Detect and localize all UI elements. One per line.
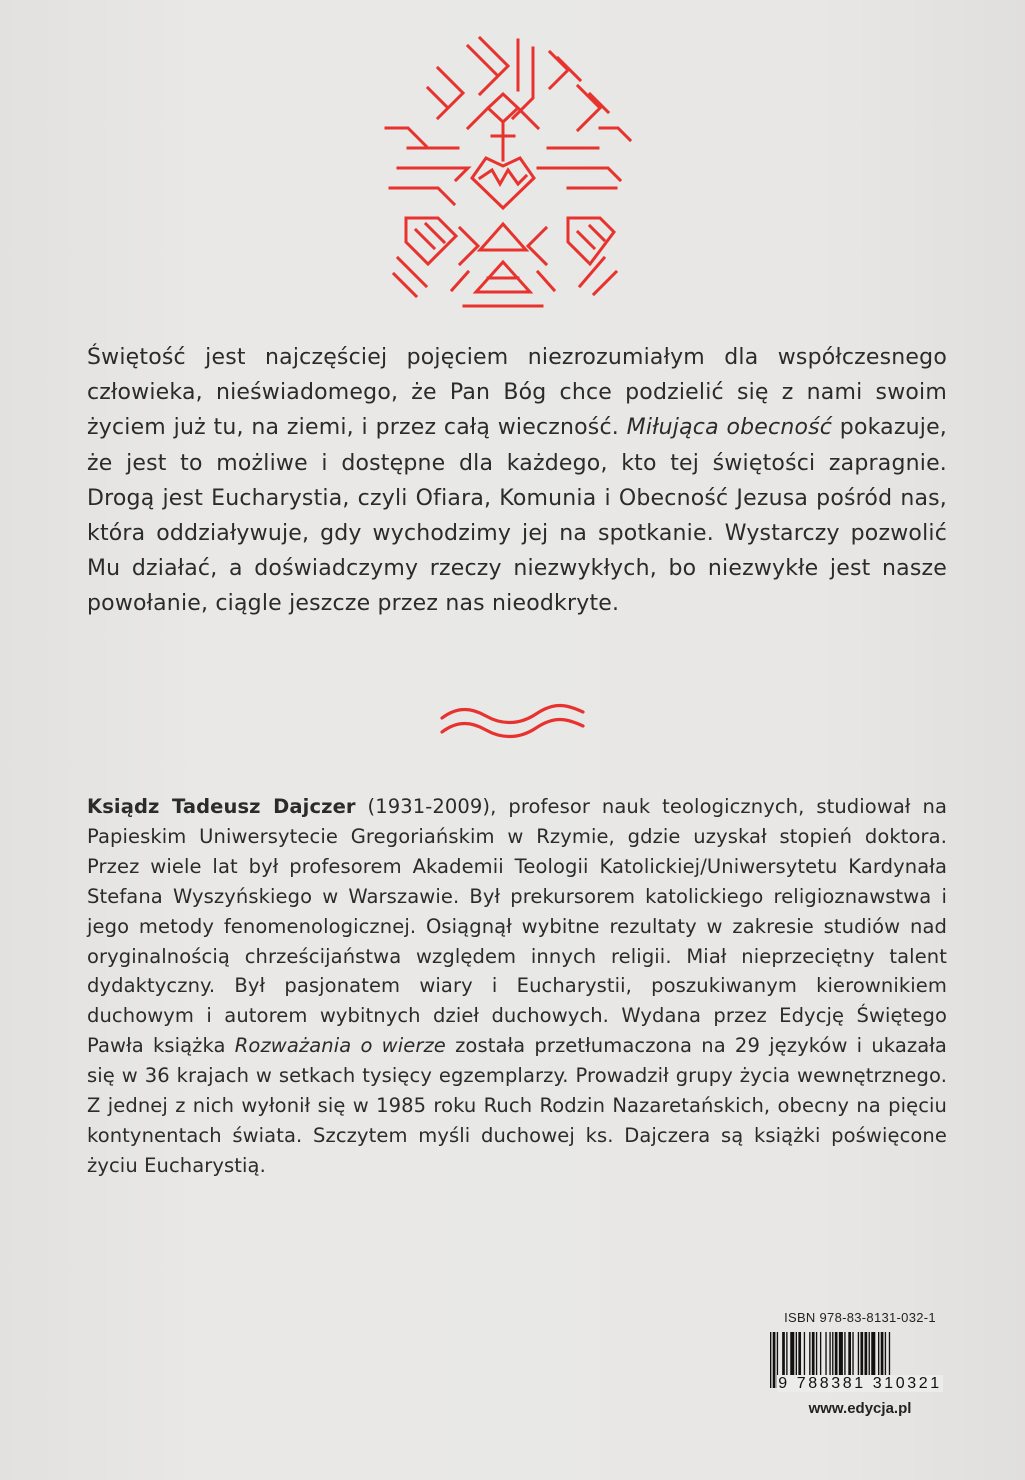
- author-book-title: Rozważania o wierze: [234, 1034, 446, 1058]
- author-bio: [87, 792, 947, 1181]
- blurb-text-1: Świętość jest najczęściej pojęciem niezrozumiałym dla współczesnego człowieka, nieświadomego, że Pan Bóg chce podzielić się z nami swoim życiem już tu, na ziemi, i przez całą wieczność.: [87, 345, 947, 441]
- publisher-website: www.edycja.pl: [808, 1400, 912, 1417]
- wave-divider-icon: [440, 700, 585, 742]
- book-blurb: [87, 340, 947, 622]
- author-bio-text-1: (1931-2009), profesor nauk teologicznych, studiował na Papieskim Uniwersytecie Gregoriańskim w Rzymie, gdzie uzyskał stopień doktora. Przez wiele lat był profesorem Akademii Teologii Katolickiej/Uniwersytetu Kardynała Stefana Wyszyńskiego w Warszawie. Był prekursorem katolickiego religioznawstwa i jego metody fenomenologicznej. Osiągnął wybitne rezultaty w zakresie studiów nad oryginalnością chrześcijaństwa względem innych religii. Miał nieprzeciętny talent dydaktyczny. Był pasjonatem wiary i Eucharystii, poszukiwanym kierownikiem duchowym i autorem wybitnych dzieł duchowych. Wydana przez Edycję Świętego Pawła książka: [87, 795, 947, 1058]
- isbn-label: ISBN 978-83-8131-032-1: [784, 1310, 936, 1325]
- barcode-digits: 9 788381 310321: [778, 1375, 942, 1392]
- eucharist-emblem-icon: [368, 28, 638, 318]
- author-name: Ksiądz Tadeusz Dajczer: [87, 795, 356, 818]
- author-bio-text-2: została przetłumaczona na 29 języków i ukazała się w 36 krajach w setkach tysięcy egzemplarzy. Prowadził grupy życia wewnętrznego. Z jednej z nich wyłonił się w 1985 roku Ruch Rodzin Nazaretańskich, obecny na pięciu kontynentach świata. Szczytem myśli duchowej ks. Dajczera są książki poświęcone życiu Eucharystią.: [87, 1034, 947, 1177]
- blurb-book-title: Miłująca obecność: [626, 415, 833, 441]
- blurb-text-2: pokazuje, że jest to możliwe i dostępne dla każdego, kto tej świętości zapragnie. Drogą jest Eucharystia, czyli Ofiara, Komunia i Obecność Jezusa pośród nas, która oddziaływuje, gdy wychodzimy jej na spotkanie. Wystarczy pozwolić Mu działać, a doświadczymy rzeczy niezwykłych, bo niezwykłe jest nasze powołanie, ciągle jeszcze przez nas nieodkryte.: [87, 415, 947, 617]
